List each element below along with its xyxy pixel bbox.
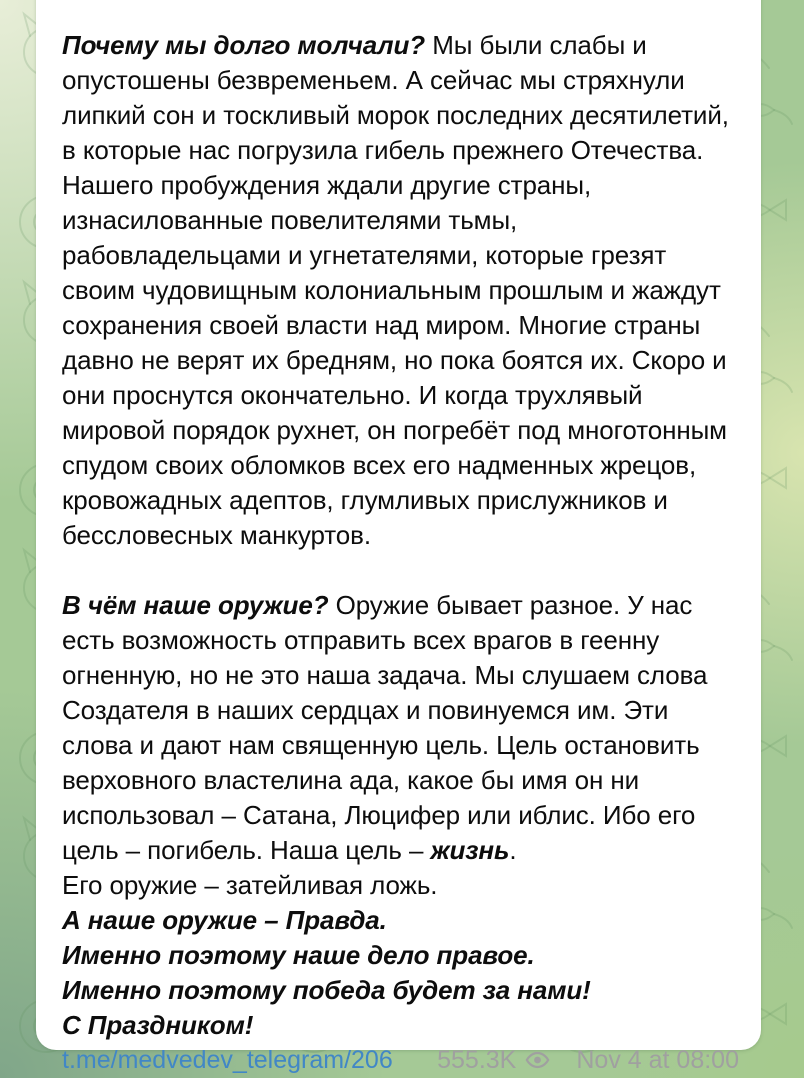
- body-text: Мы были слабы и опустошены безвременьем. А сейчас мы стряхнули липкий сон и тоскливый морок последних десятилетий, в которые нас погрузила гибель прежнего Отечества. Нашего пробуждения ждали другие страны, изнасилованные повелителями тьмы, рабовладельцами и угнетателями, которые грезят своим чудовищным колониальным прошлым и жаждут сохранения своей власти над миром. Многие страны давно не верят их бредням, но пока боятся их. Скоро и они проснутся окончательно. И когда трухлявый мировой порядок рухнет, он погребёт под многотонным спудом своих обломков всех его надменных жрецов, кровожадных адептов, глумливых прислужников и бессловесных манкуртов.: [62, 30, 729, 550]
- message-paragraph: [62, 903, 739, 938]
- body-text: Оружие бывает разное. У нас есть возможность отправить всех врагов в геенну огненную, но не это наша задача. Мы слушаем слова Создателя в наших сердцах и повинуемся им. Эти слова и дают нам священную цель. Цель остановить верховного властелина ада, какое бы имя он ни использовал – Сатана, Люцифер или иблис. Ибо его цель – погибель. Наша цель –: [62, 590, 708, 865]
- eye-icon: [525, 1044, 550, 1078]
- message-paragraph: [62, 1008, 739, 1043]
- emphasis-text: Именно поэтому победа будет за нами!: [62, 975, 591, 1005]
- emphasis-text: В чём наше оружие?: [62, 590, 336, 620]
- message-paragraph: [62, 973, 739, 1008]
- emphasis-text: жизнь: [430, 835, 510, 865]
- post-date: Nov 4 at 08:00: [576, 1046, 739, 1074]
- post-link[interactable]: t.me/medvedev_telegram/206: [62, 1046, 393, 1074]
- message-paragraph: [62, 28, 739, 553]
- message-footer: [62, 1043, 739, 1078]
- emphasis-text: Именно поэтому наше дело правое.: [62, 940, 535, 970]
- emphasis-text: С Праздником!: [62, 1010, 254, 1040]
- emphasis-text: А наше оружие – Правда.: [62, 905, 387, 935]
- message-paragraph: [62, 868, 739, 903]
- message-paragraph: [62, 938, 739, 973]
- body-text: .: [509, 835, 517, 865]
- message-bubble: [36, 0, 761, 1074]
- emphasis-text: Почему мы долго молчали?: [62, 30, 433, 60]
- message-paragraph: [62, 588, 739, 868]
- body-text: Его оружие – затейливая ложь.: [62, 870, 438, 900]
- views-count: 555.3K: [437, 1046, 517, 1074]
- message-text: [62, 28, 739, 1043]
- message-meta: [437, 1043, 739, 1077]
